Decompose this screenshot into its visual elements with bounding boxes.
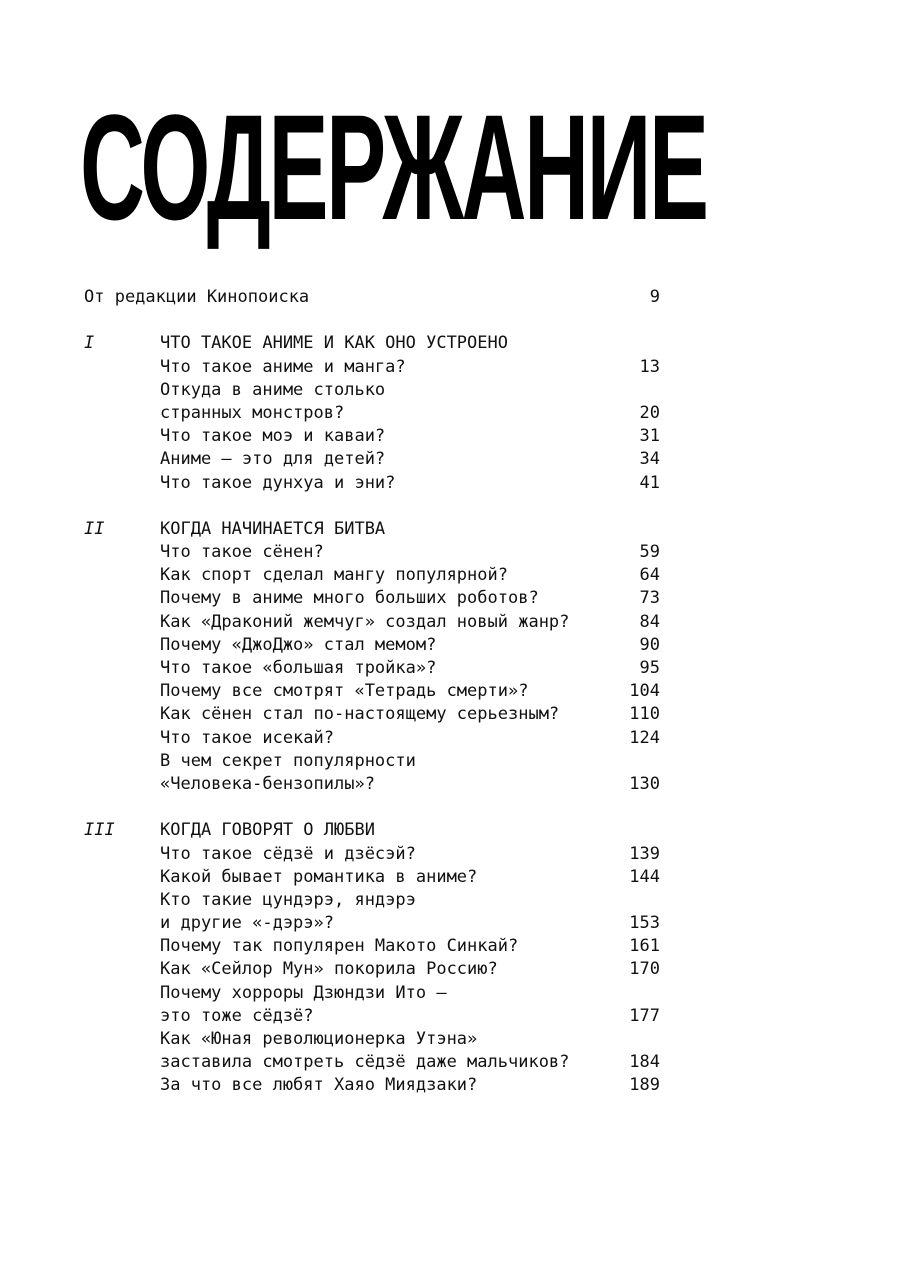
toc-entry-page: 177 (629, 1005, 660, 1026)
toc-entry-line (84, 773, 660, 796)
toc-entry-title: Почему так популярен Макото Синкай? (160, 936, 519, 957)
toc-entry-line (84, 703, 660, 726)
toc-entry-title: Какой бывает романтика в аниме? (160, 866, 478, 887)
toc-entry-title: Что такое исекай? (160, 727, 334, 748)
section-heading: КОГДА ГОВОРЯТ О ЛЮБВИ (160, 820, 375, 841)
section-spacer (84, 309, 660, 332)
toc-entry-title: Кто такие цундэрэ, яндэрэ (160, 889, 416, 910)
toc-entry-page: 189 (629, 1075, 660, 1096)
toc-entry-page: 153 (629, 913, 660, 934)
toc-entry-page: 170 (629, 959, 660, 980)
toc-entry-page: 13 (639, 356, 660, 377)
toc-entry-title: это тоже сёдзё? (160, 1005, 314, 1026)
section-heading: ЧТО ТАКОЕ АНИМЕ И КАК ОНО УСТРОЕНО (160, 333, 508, 354)
toc-entry-line (84, 750, 660, 773)
toc-entry-line (84, 472, 660, 495)
toc-entry-page: 95 (639, 658, 660, 678)
toc-entry-line (84, 935, 660, 958)
toc-entry-title: Почему хорроры Дзюндзи Ито — (160, 982, 447, 1003)
toc-entry-line (84, 448, 660, 471)
toc-entry-title: Почему «ДжоДжо» стал мемом? (160, 634, 437, 655)
toc-entry-line (84, 912, 660, 935)
toc-entry-title: Что такое «большая тройка»? (160, 658, 437, 678)
toc-entry-line (84, 866, 660, 889)
toc-entry-title: За что все любят Хаяо Миядзаки? (160, 1075, 478, 1096)
toc-entry-page: 110 (629, 704, 660, 725)
toc-entry-line (84, 425, 660, 448)
section-heading-row (84, 332, 660, 355)
toc-entry-title: Почему все смотрят «Тетрадь смерти»? (160, 681, 529, 702)
toc-entry-page: 144 (629, 866, 660, 887)
toc-entry-title: Аниме — это для детей? (160, 449, 386, 470)
toc-entry-title: заставила смотреть сёдзё даже мальчиков? (160, 1052, 570, 1073)
toc-entry-title: и другие «-дэрэ»? (160, 913, 334, 934)
toc-entry-line (84, 727, 660, 750)
toc-entry-title: Как «Драконий жемчуг» создал новый жанр? (160, 611, 570, 632)
toc-entry-page: 59 (639, 542, 660, 563)
toc-entry-line (84, 889, 660, 912)
toc-entry-line (84, 379, 660, 402)
toc-entry-line (84, 402, 660, 425)
toc-entry-title: Откуда в аниме столько (160, 379, 386, 400)
table-of-contents (84, 286, 660, 1098)
toc-entry-page: 73 (639, 588, 660, 609)
toc-entry-line (84, 564, 660, 587)
toc-section (84, 518, 660, 796)
toc-entry-line (84, 611, 660, 634)
section-numeral: III (84, 820, 115, 841)
toc-entry-line (84, 541, 660, 564)
toc-entry-line (84, 1074, 660, 1097)
toc-entry-page: 130 (629, 773, 660, 794)
toc-entry-page: 90 (639, 634, 660, 655)
toc-entry-line (84, 982, 660, 1005)
toc-entry-line (84, 680, 660, 703)
page-title: СОДЕРЖАНИЕ (80, 83, 707, 251)
section-heading-row (84, 518, 660, 541)
toc-entry-page: 184 (629, 1052, 660, 1073)
toc-entry-page: 20 (639, 402, 660, 423)
toc-entry-line (84, 1005, 660, 1028)
toc-section (84, 819, 660, 1097)
toc-entry-line (84, 657, 660, 680)
toc-entry-page: 124 (629, 727, 660, 748)
toc-entry-line (84, 1051, 660, 1074)
section-spacer (84, 796, 660, 819)
toc-entry-page: 84 (639, 611, 660, 632)
toc-entry-title: Что такое сёдзё и дзёсэй? (160, 843, 416, 864)
toc-entry-line (84, 587, 660, 610)
toc-entry-title: Что такое моэ и каваи? (160, 426, 386, 447)
toc-entry-title: От редакции Кинопоиска (84, 287, 310, 307)
toc-section (84, 332, 660, 494)
toc-entry-title: Что такое сёнен? (160, 542, 324, 563)
toc-intro-entry (84, 286, 660, 309)
toc-entry-title: «Человека-бензопилы»? (160, 773, 375, 794)
toc-entry-page: 139 (629, 843, 660, 864)
toc-entry-line (84, 356, 660, 379)
toc-entry-page: 64 (639, 565, 660, 586)
toc-entry-title: Что такое аниме и манга? (160, 356, 406, 377)
toc-entry-line (84, 843, 660, 866)
section-spacer (84, 495, 660, 518)
section-numeral: II (84, 518, 105, 539)
toc-entry-line (84, 958, 660, 981)
section-numeral: I (84, 333, 95, 354)
toc-entry-line (84, 1028, 660, 1051)
toc-entry-page: 9 (649, 287, 660, 307)
section-heading: КОГДА НАЧИНАЕТСЯ БИТВА (160, 518, 386, 539)
toc-entry-page: 161 (629, 936, 660, 957)
toc-entry-page: 41 (639, 472, 660, 493)
toc-entry-title: Что такое дунхуа и эни? (160, 472, 396, 493)
toc-entry-page: 31 (639, 426, 660, 447)
toc-entry-title: Как спорт сделал мангу популярной? (160, 565, 508, 586)
section-heading-row (84, 819, 660, 842)
toc-entry-title: Почему в аниме много больших роботов? (160, 588, 539, 609)
toc-entry-page: 34 (639, 449, 660, 470)
toc-sections (84, 309, 660, 1097)
toc-entry-title: странных монстров? (160, 402, 345, 423)
toc-entry-page: 104 (629, 681, 660, 702)
toc-entry-title: Как сёнен стал по-настоящему серьезным? (160, 704, 560, 725)
toc-entry-title: В чем секрет популярности (160, 750, 416, 771)
toc-entry-title: Как «Сейлор Мун» покорила Россию? (160, 959, 498, 980)
toc-entry-line (84, 634, 660, 657)
toc-entry-title: Как «Юная революционерка Утэна» (160, 1029, 478, 1049)
